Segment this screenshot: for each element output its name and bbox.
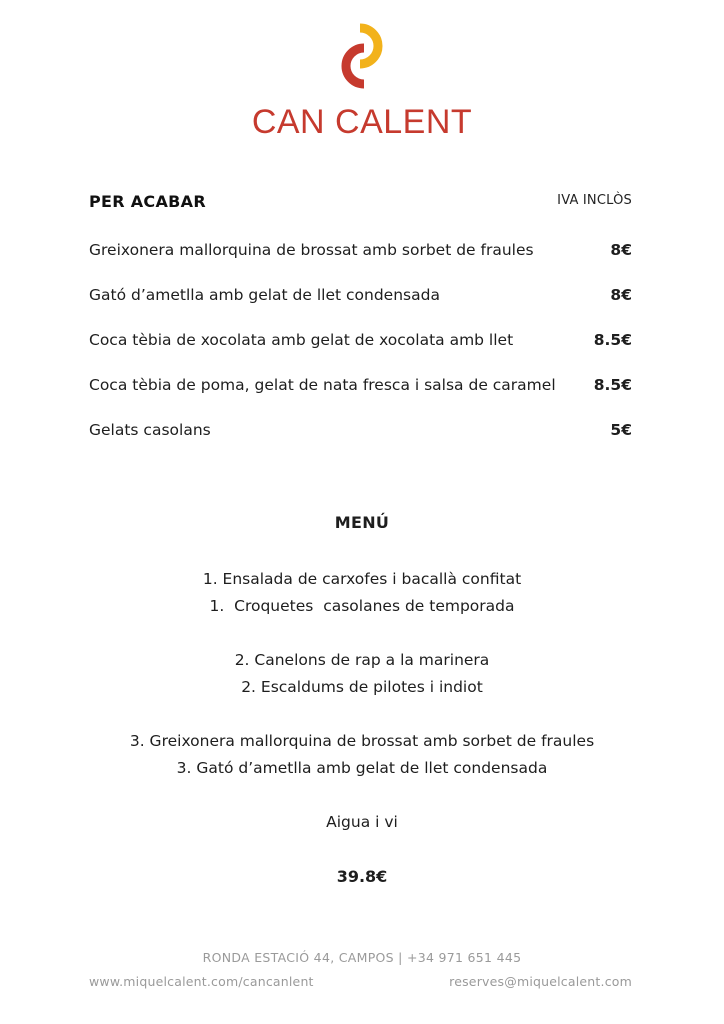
brand-name: CAN CALENT <box>251 103 473 141</box>
item-name: Gelats casolans <box>89 421 211 439</box>
list-item <box>89 418 632 463</box>
menu-second-course: 2. Escaldums de pilotes i indiot <box>241 678 483 696</box>
item-price: 8€ <box>610 286 632 304</box>
section-header <box>89 192 632 214</box>
email-link[interactable]: reserves@miquelcalent.com <box>449 974 632 989</box>
item-price: 8€ <box>610 241 632 259</box>
spacer <box>0 620 724 647</box>
footer-address: RONDA ESTACIÓ 44, CAMPOS | +34 971 651 445 <box>202 950 522 965</box>
item-price: 8.5€ <box>593 331 632 349</box>
spacer <box>0 782 724 809</box>
list-item <box>89 283 632 328</box>
restaurant-logo <box>0 18 724 142</box>
item-price: 5€ <box>610 421 632 439</box>
menu-drinks: Aigua i vi <box>326 813 398 831</box>
website-link[interactable]: www.miquelcalent.com/cancanlent <box>89 974 314 989</box>
menu-dessert-course: 3. Greixonera mallorquina de brossat amb sorbet de fraules <box>129 732 595 750</box>
list-item <box>89 328 632 373</box>
item-name: Gató d’ametlla amb gelat de llet condensada <box>89 286 440 304</box>
item-name: Coca tèbia de poma, gelat de nata fresca i salsa de caramel <box>89 376 556 394</box>
menu-second-course: 2. Canelons de rap a la marinera <box>234 651 490 669</box>
tax-note: IVA INCLÒS <box>557 193 632 208</box>
menu-first-course: 1. Ensalada de carxofes i bacallà confitat <box>202 570 522 588</box>
section-title: PER ACABAR <box>89 192 206 211</box>
spacer <box>0 836 724 863</box>
item-price: 8.5€ <box>593 376 632 394</box>
spacer <box>0 539 724 566</box>
menu-dessert-course: 3. Gató d’ametlla amb gelat de llet condensada <box>176 759 548 777</box>
menu-price: 39.8€ <box>336 867 388 886</box>
list-item <box>89 238 632 283</box>
list-item <box>89 373 632 418</box>
item-name: Coca tèbia de xocolata amb gelat de xocolata amb llet <box>89 331 514 349</box>
spacer <box>0 701 724 728</box>
set-menu <box>0 512 724 890</box>
menu-title: MENÚ <box>334 513 390 532</box>
dessert-list <box>89 238 632 463</box>
item-name: Greixonera mallorquina de brossat amb sorbet de fraules <box>89 241 534 259</box>
logo-mark-icon <box>330 18 394 98</box>
menu-first-course: 1. Croquetes casolanes de temporada <box>209 597 515 615</box>
